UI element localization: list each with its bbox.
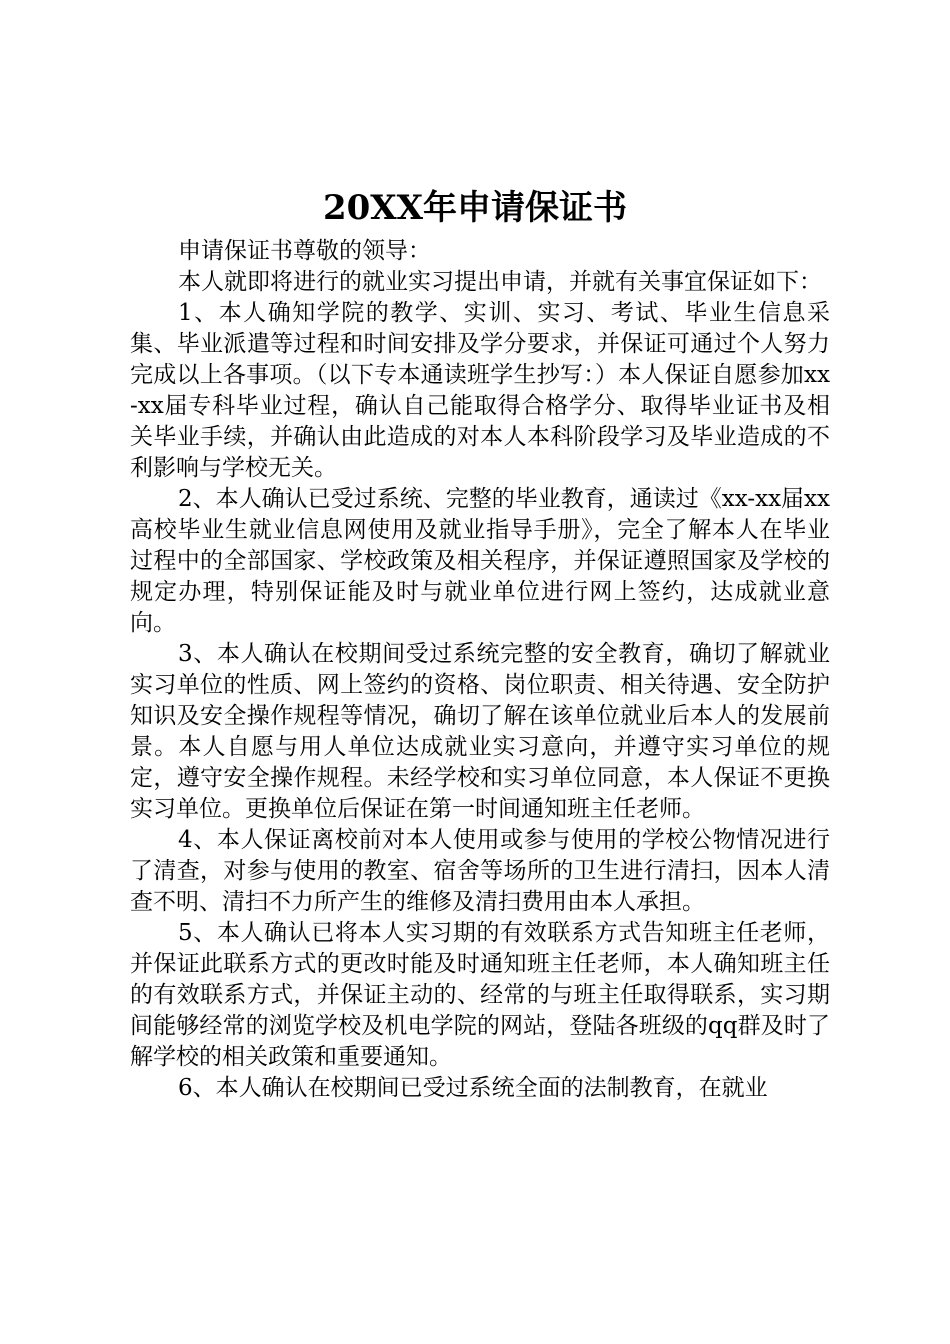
clause-3: 3、本人确认在校期间受过系统完整的安全教育，确切了解就业实习单位的性质、网上签约的资格、岗位职责、相关待遇、安全防护知识及安全操作规程等情况，确切了解在该单位就业后本人的发展前景。本人自愿与用人单位达成就业实习意向，并遵守实习单位的规定，遵守安全操作规程。未经学校和实习单位同意，本人保证不更换实习单位。更换单位后保证在第一时间通知班主任老师。 — [130, 641, 830, 822]
clause-1: 1、本人确知学院的教学、实训、实习、考试、毕业生信息采集、毕业派遣等过程和时间安排及学分要求，并保证可通过个人努力完成以上各事项。（以下专本通读班学生抄写：）本人保证自愿参加xx-xx届专科毕业过程，确认自己能取得合格学分、取得毕业证书及相关毕业手续，并确认由此造成的对本人本科阶段学习及毕业造成的不利影响与学校无关。 — [130, 300, 830, 481]
document-title: 20XX年申请保证书 — [322, 188, 628, 228]
clause-5: 5、本人确认已将本人实习期的有效联系方式告知班主任老师，并保证此联系方式的更改时能及时通知班主任老师，本人确知班主任的有效联系方式，并保证主动的、经常的与班主任取得联系，实习期间能够经常的浏览学校及机电学院的网站，登陆各班级的qq群及时了解学校的相关政策和重要通知。 — [130, 920, 830, 1070]
salutation: 申请保证书尊敬的领导： — [178, 238, 431, 264]
document-body — [130, 236, 830, 1104]
clause-2: 2、本人确认已受过系统、完整的毕业教育，通读过《xx-xx届xx高校毕业生就业信息网使用及就业指导手册》，完全了解本人在毕业过程中的全部国家、学校政策及相关程序，并保证遵照国家及学校的规定办理，特别保证能及时与就业单位进行网上签约，达成就业意向。 — [130, 486, 830, 636]
clause-4: 4、本人保证离校前对本人使用或参与使用的学校公物情况进行了清查，对参与使用的教室、宿舍等场所的卫生进行清扫，因本人清查不明、清扫不力所产生的维修及清扫费用由本人承担。 — [130, 827, 830, 915]
intro-paragraph: 本人就即将进行的就业实习提出申请，并就有关事宜保证如下： — [178, 269, 822, 295]
clause-6: 6、本人确认在校期间已受过系统全面的法制教育，在就业 — [178, 1075, 768, 1101]
